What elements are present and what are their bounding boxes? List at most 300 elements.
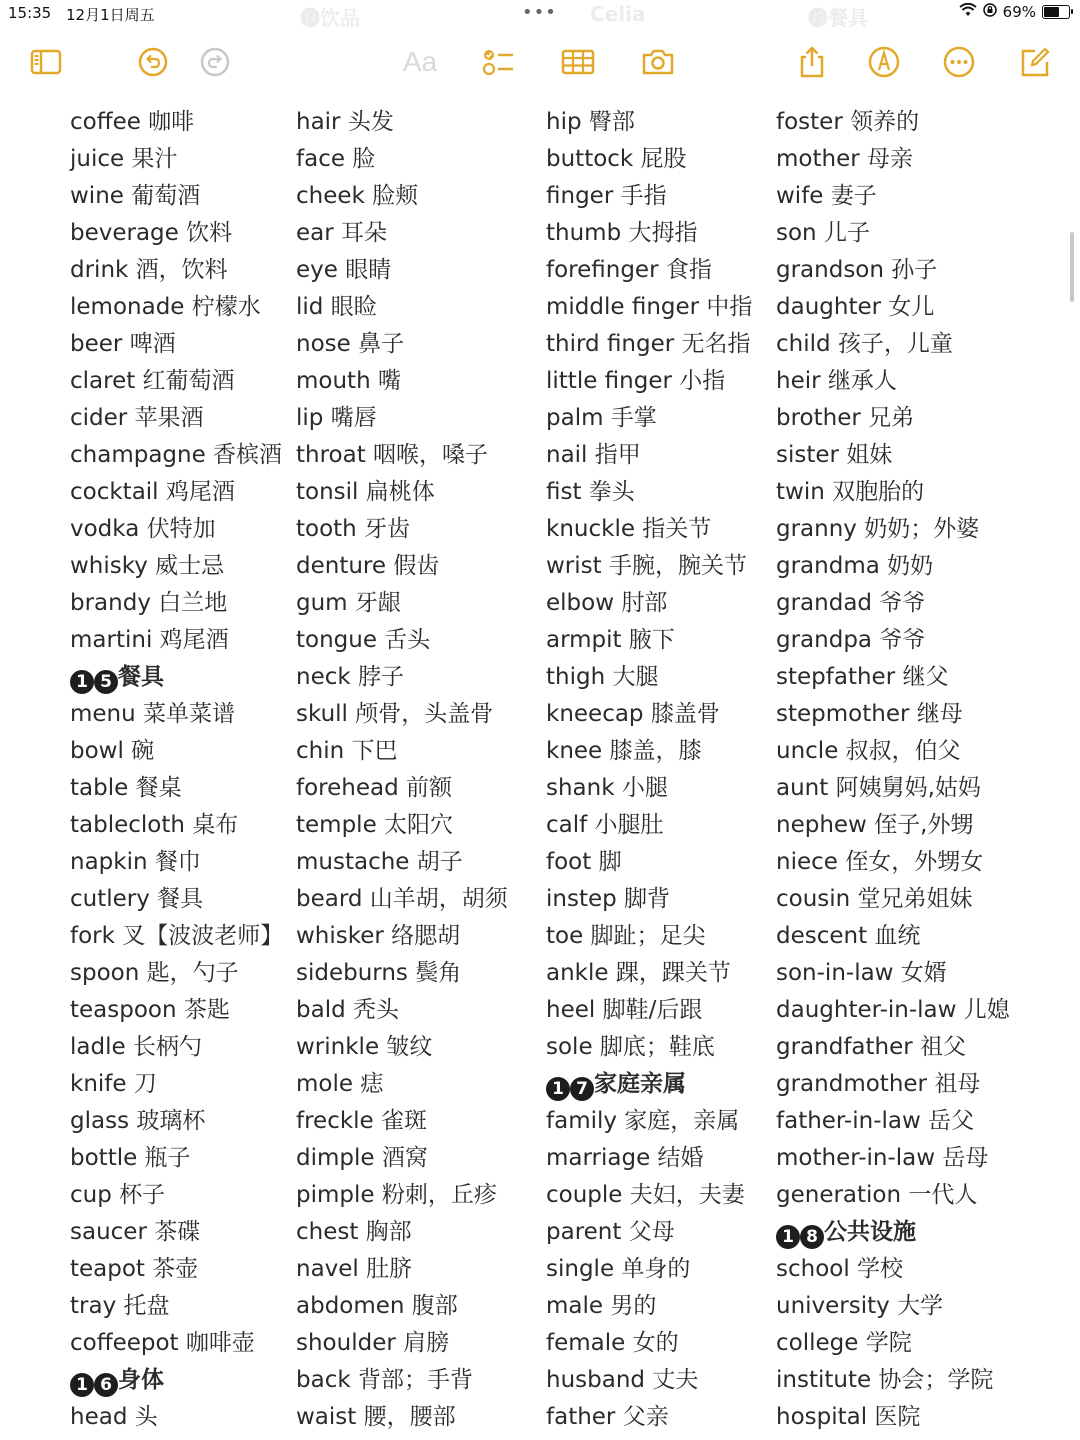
- vocab-item[interactable]: [296, 326, 546, 363]
- vocab-text: teaspoon 茶匙: [70, 997, 230, 1023]
- vocab-text: twin 双胞胎的: [776, 479, 925, 505]
- vocab-text: palm 手掌: [546, 405, 657, 431]
- vocab-text: son-in-law 女婿: [776, 960, 947, 986]
- checklist-icon[interactable]: [478, 42, 518, 82]
- section-number-badge: 1: [546, 1077, 570, 1101]
- vocab-text: elbow 肘部: [546, 590, 668, 616]
- vocab-item[interactable]: [296, 733, 546, 770]
- vocab-item[interactable]: [296, 1251, 546, 1288]
- vocab-item[interactable]: [546, 918, 796, 955]
- vocab-item[interactable]: [546, 1177, 796, 1214]
- vocab-item[interactable]: [296, 622, 546, 659]
- vocab-item[interactable]: [296, 1362, 546, 1399]
- vocab-item[interactable]: [70, 437, 320, 474]
- vocab-text: lip 嘴唇: [296, 405, 377, 431]
- status-bar: [0, 0, 1080, 26]
- vocab-text: grandfather 祖父: [776, 1034, 967, 1060]
- vocab-item[interactable]: [776, 1325, 1026, 1362]
- vocab-item[interactable]: [776, 363, 1026, 400]
- vocab-text: cutlery 餐具: [70, 886, 204, 912]
- vocab-text: stepmother 继母: [776, 701, 963, 727]
- vocab-item[interactable]: [546, 1029, 796, 1066]
- section-heading[interactable]: [70, 659, 320, 696]
- vocab-item[interactable]: [776, 1103, 1026, 1140]
- vocab-item[interactable]: [776, 881, 1026, 918]
- vocab-item[interactable]: [296, 659, 546, 696]
- vocab-text: grandson 孙子: [776, 257, 938, 283]
- vocab-text: shank 小腿: [546, 775, 668, 801]
- ghost-title-2: Celia: [590, 2, 646, 26]
- vocab-text: nail 指甲: [546, 442, 641, 468]
- vocab-item[interactable]: [546, 844, 796, 881]
- notes-toolbar: [0, 30, 1080, 90]
- vocab-item[interactable]: [70, 474, 320, 511]
- vocab-item[interactable]: [776, 585, 1026, 622]
- vocab-item[interactable]: [546, 1325, 796, 1362]
- vocab-item[interactable]: [776, 400, 1026, 437]
- vocab-text: beverage 饮料: [70, 220, 233, 246]
- section-number-badge: 6: [94, 1373, 118, 1397]
- vocab-text: waist 腰，腰部: [296, 1404, 456, 1430]
- vocab-item[interactable]: [296, 770, 546, 807]
- vocab-item[interactable]: [776, 1029, 1026, 1066]
- vocab-text: menu 菜单菜谱: [70, 701, 236, 727]
- vocab-item[interactable]: [70, 918, 320, 955]
- wifi-icon: [959, 3, 977, 21]
- vocab-item[interactable]: [546, 511, 796, 548]
- status-right: [959, 3, 1070, 21]
- vocab-item[interactable]: [296, 807, 546, 844]
- vocab-item[interactable]: [546, 807, 796, 844]
- vocab-text: wife 妻子: [776, 183, 877, 209]
- vocab-item[interactable]: [296, 1029, 546, 1066]
- vocab-item[interactable]: [776, 770, 1026, 807]
- vocab-text: thumb 大拇指: [546, 220, 698, 246]
- vocab-item[interactable]: [70, 955, 320, 992]
- vocab-text: female 女的: [546, 1330, 679, 1356]
- vocab-item[interactable]: [70, 844, 320, 881]
- vocab-text: champagne 香槟酒: [70, 442, 283, 468]
- vocab-item[interactable]: [70, 1214, 320, 1251]
- vocab-text: back 背部；手背: [296, 1367, 473, 1393]
- vocab-text: grandad 爷爷: [776, 590, 926, 616]
- vocab-item[interactable]: [70, 1029, 320, 1066]
- vocab-text: single 单身的: [546, 1256, 691, 1282]
- vocab-text: child 孩子，儿童: [776, 331, 953, 357]
- vocab-item[interactable]: [776, 992, 1026, 1029]
- vocab-text: lemonade 柠檬水: [70, 294, 261, 320]
- vocab-item[interactable]: [296, 1177, 546, 1214]
- vocab-item[interactable]: [776, 733, 1026, 770]
- vocab-item[interactable]: [776, 326, 1026, 363]
- vocab-item[interactable]: [546, 548, 796, 585]
- vocab-text: uncle 叔叔，伯父: [776, 738, 961, 764]
- vocab-item[interactable]: [546, 178, 796, 215]
- vocab-text: calf 小腿肚: [546, 812, 664, 838]
- table-icon[interactable]: [558, 42, 598, 82]
- vocab-item[interactable]: [776, 1251, 1026, 1288]
- vocab-text: brandy 白兰地: [70, 590, 228, 616]
- vocab-item[interactable]: [776, 696, 1026, 733]
- vocab-text: cheek 脸颊: [296, 183, 419, 209]
- vocab-text: middle finger 中指: [546, 294, 753, 320]
- vocab-text: tray 托盘: [70, 1293, 170, 1319]
- vocab-item[interactable]: [296, 511, 546, 548]
- vocab-text: mouth 嘴: [296, 368, 401, 394]
- vocab-text: throat 咽喉，嗓子: [296, 442, 489, 468]
- vocab-item[interactable]: [776, 918, 1026, 955]
- vocab-item[interactable]: [70, 363, 320, 400]
- vocab-text: claret 红葡萄酒: [70, 368, 235, 394]
- vocab-item[interactable]: [296, 1325, 546, 1362]
- vocab-item[interactable]: [70, 511, 320, 548]
- vocab-item[interactable]: [296, 992, 546, 1029]
- vocab-item[interactable]: [70, 1288, 320, 1325]
- vocab-item[interactable]: [70, 733, 320, 770]
- vocab-text: granny 奶奶；外婆: [776, 516, 980, 542]
- undo-icon[interactable]: [133, 42, 173, 82]
- vocab-text: abdomen 腹部: [296, 1293, 458, 1319]
- vocab-text: grandma 奶奶: [776, 553, 934, 579]
- vocab-item[interactable]: [296, 141, 546, 178]
- vocab-item[interactable]: [776, 1177, 1026, 1214]
- vocab-text: mother-in-law 岳母: [776, 1145, 989, 1171]
- vocab-item[interactable]: [776, 178, 1026, 215]
- vocab-item[interactable]: [296, 104, 546, 141]
- vocab-item[interactable]: [296, 252, 546, 289]
- vocab-item[interactable]: [296, 1214, 546, 1251]
- vocab-item[interactable]: [546, 326, 796, 363]
- vocab-item[interactable]: [546, 289, 796, 326]
- section-title: 身体: [118, 1367, 164, 1393]
- section-number-badge: 5: [94, 670, 118, 694]
- vocab-item[interactable]: [70, 400, 320, 437]
- vocab-item[interactable]: [70, 215, 320, 252]
- vocab-item[interactable]: [296, 289, 546, 326]
- vocab-text: teapot 茶壶: [70, 1256, 199, 1282]
- vocab-text: family 家庭，亲属: [546, 1108, 740, 1134]
- vocab-text: couple 夫妇，夫妻: [546, 1182, 745, 1208]
- scrollbar[interactable]: [1070, 232, 1074, 302]
- vocab-text: university 大学: [776, 1293, 944, 1319]
- vocab-text: whisker 络腮胡: [296, 923, 461, 949]
- vocab-item[interactable]: [546, 696, 796, 733]
- vocab-item[interactable]: [776, 141, 1026, 178]
- vocab-item[interactable]: [296, 400, 546, 437]
- vocab-item[interactable]: [296, 548, 546, 585]
- vocab-item[interactable]: [296, 696, 546, 733]
- vocab-item[interactable]: [546, 1288, 796, 1325]
- vocab-item[interactable]: [70, 326, 320, 363]
- vocab-item[interactable]: [546, 1251, 796, 1288]
- battery-icon: [1042, 5, 1070, 19]
- vocab-text: denture 假齿: [296, 553, 440, 579]
- vocab-text: nose 鼻子: [296, 331, 405, 357]
- vocab-text: gum 牙龈: [296, 590, 401, 616]
- vocab-item[interactable]: [776, 437, 1026, 474]
- vocab-text: fork 叉【波波老师】: [70, 923, 284, 949]
- vocab-text: knee 膝盖，膝: [546, 738, 702, 764]
- vocab-text: stepfather 继父: [776, 664, 949, 690]
- vocab-text: ear 耳朵: [296, 220, 388, 246]
- vocab-item[interactable]: [546, 622, 796, 659]
- vocab-text: parent 父母: [546, 1219, 675, 1245]
- ghost-title-1: ⓮饮品: [300, 6, 360, 30]
- vocab-item[interactable]: [70, 289, 320, 326]
- vocab-text: sole 脚底；鞋底: [546, 1034, 715, 1060]
- vocab-item[interactable]: [546, 659, 796, 696]
- vocab-text: wine 葡萄酒: [70, 183, 201, 209]
- vocab-text: vodka 伏特加: [70, 516, 216, 542]
- vocab-item[interactable]: [776, 1362, 1026, 1399]
- vocab-item[interactable]: [70, 178, 320, 215]
- vocab-item[interactable]: [776, 1288, 1026, 1325]
- vocab-item[interactable]: [776, 215, 1026, 252]
- vocab-text: cousin 堂兄弟姐妹: [776, 886, 973, 912]
- vocab-item[interactable]: [296, 1288, 546, 1325]
- vocab-text: head 头: [70, 1404, 158, 1430]
- vocab-item[interactable]: [546, 437, 796, 474]
- vocab-item[interactable]: [296, 881, 546, 918]
- vocab-item[interactable]: [546, 400, 796, 437]
- vocab-text: forefinger 食指: [546, 257, 712, 283]
- text-format-icon[interactable]: Aa: [402, 46, 438, 77]
- vocab-item[interactable]: [546, 733, 796, 770]
- vocab-text: nephew 侄子,外甥: [776, 812, 974, 838]
- vocab-item[interactable]: [776, 289, 1026, 326]
- vocab-item[interactable]: [70, 770, 320, 807]
- vocab-text: cocktail 鸡尾酒: [70, 479, 235, 505]
- vocab-text: whisky 威士忌: [70, 553, 225, 579]
- vocab-text: knife 刀: [70, 1071, 157, 1097]
- vocab-text: hospital 医院: [776, 1404, 921, 1430]
- vocab-text: sideburns 鬓角: [296, 960, 462, 986]
- vocab-text: toe 脚趾；足尖: [546, 923, 706, 949]
- vocab-text: mother 母亲: [776, 146, 913, 172]
- vocab-item[interactable]: [70, 1066, 320, 1103]
- vocab-item[interactable]: [70, 1251, 320, 1288]
- vocab-text: temple 太阳穴: [296, 812, 454, 838]
- vocab-text: wrinkle 皱纹: [296, 1034, 433, 1060]
- vocab-text: father-in-law 岳父: [776, 1108, 975, 1134]
- vocab-item[interactable]: [546, 1399, 796, 1436]
- vocab-item[interactable]: [70, 807, 320, 844]
- camera-icon[interactable]: [638, 42, 678, 82]
- vocab-item[interactable]: [546, 585, 796, 622]
- note-column-2: [296, 104, 546, 1436]
- vocab-item[interactable]: [296, 918, 546, 955]
- vocab-item[interactable]: [70, 1177, 320, 1214]
- vocab-item[interactable]: [70, 1140, 320, 1177]
- vocab-item[interactable]: [776, 659, 1026, 696]
- vocab-item[interactable]: [70, 1399, 320, 1436]
- note-column-3: [546, 104, 796, 1436]
- vocab-item[interactable]: [776, 104, 1026, 141]
- vocab-text: heir 继承人: [776, 368, 897, 394]
- vocab-item[interactable]: [776, 955, 1026, 992]
- vocab-item[interactable]: [546, 1103, 796, 1140]
- vocab-text: tongue 舌头: [296, 627, 431, 653]
- vocab-item[interactable]: [776, 622, 1026, 659]
- vocab-text: pimple 粉刺，丘疹: [296, 1182, 497, 1208]
- vocab-item[interactable]: [776, 1399, 1026, 1436]
- vocab-item[interactable]: [546, 215, 796, 252]
- vocab-text: grandmother 祖母: [776, 1071, 981, 1097]
- vocab-text: spoon 匙，勺子: [70, 960, 239, 986]
- vocab-text: neck 脖子: [296, 664, 405, 690]
- vocab-item[interactable]: [70, 1325, 320, 1362]
- vocab-text: saucer 茶碟: [70, 1219, 201, 1245]
- vocab-item[interactable]: [296, 437, 546, 474]
- vocab-item[interactable]: [776, 1066, 1026, 1103]
- vocab-text: ladle 长柄勺: [70, 1034, 202, 1060]
- note-column-4: [776, 104, 1026, 1436]
- vocab-text: tonsil 扁桃体: [296, 479, 435, 505]
- vocab-item[interactable]: [296, 585, 546, 622]
- vocab-text: eye 眼睛: [296, 257, 392, 283]
- vocab-item[interactable]: [546, 1214, 796, 1251]
- vocab-text: face 脸: [296, 146, 376, 172]
- section-number-badge: 1: [776, 1225, 800, 1249]
- vocab-text: beard 山羊胡，胡须: [296, 886, 508, 912]
- markup-icon[interactable]: [864, 42, 904, 82]
- vocab-item[interactable]: [70, 548, 320, 585]
- vocab-text: bald 秃头: [296, 997, 399, 1023]
- vocab-text: daughter 女儿: [776, 294, 935, 320]
- sidebar-icon[interactable]: [26, 42, 66, 82]
- section-heading[interactable]: [776, 1214, 1026, 1251]
- section-title: 家庭亲属: [594, 1071, 686, 1097]
- vocab-text: juice 果汁: [70, 146, 178, 172]
- vocab-text: heel 脚鞋/后跟: [546, 997, 703, 1023]
- vocab-item[interactable]: [546, 141, 796, 178]
- vocab-text: niece 侄女，外甥女: [776, 849, 984, 875]
- vocab-item[interactable]: [776, 844, 1026, 881]
- vocab-item[interactable]: [296, 844, 546, 881]
- vocab-item[interactable]: [546, 252, 796, 289]
- vocab-item[interactable]: [70, 585, 320, 622]
- vocab-item[interactable]: [296, 1103, 546, 1140]
- vocab-item[interactable]: [546, 770, 796, 807]
- vocab-text: table 餐桌: [70, 775, 182, 801]
- vocab-text: father 父亲: [546, 1404, 669, 1430]
- share-icon[interactable]: [792, 42, 832, 82]
- vocab-text: husband 丈夫: [546, 1367, 699, 1393]
- vocab-item[interactable]: [296, 1399, 546, 1436]
- vocab-text: school 学校: [776, 1256, 904, 1282]
- status-date: 12月1日周五: [66, 6, 155, 24]
- vocab-item[interactable]: [546, 104, 796, 141]
- vocab-item[interactable]: [70, 992, 320, 1029]
- vocab-text: coffeepot 咖啡壶: [70, 1330, 255, 1356]
- vocab-item[interactable]: [296, 178, 546, 215]
- vocab-item[interactable]: [296, 955, 546, 992]
- vocab-text: shoulder 肩膀: [296, 1330, 450, 1356]
- vocab-item[interactable]: [776, 252, 1026, 289]
- vocab-item[interactable]: [296, 1140, 546, 1177]
- vocab-text: tablecloth 桌布: [70, 812, 239, 838]
- vocab-text: wrist 手腕，腕关节: [546, 553, 747, 579]
- vocab-text: aunt 阿姨舅妈,姑妈: [776, 775, 981, 801]
- vocab-item[interactable]: [296, 215, 546, 252]
- vocab-text: hair 头发: [296, 109, 394, 135]
- redo-icon[interactable]: [195, 42, 235, 82]
- vocab-item[interactable]: [296, 474, 546, 511]
- vocab-item[interactable]: [70, 104, 320, 141]
- vocab-item[interactable]: [70, 141, 320, 178]
- vocab-text: foster 领养的: [776, 109, 920, 135]
- vocab-item[interactable]: [546, 363, 796, 400]
- vocab-text: finger 手指: [546, 183, 667, 209]
- vocab-item[interactable]: [70, 881, 320, 918]
- section-number-badge: 8: [800, 1225, 824, 1249]
- vocab-text: forehead 前额: [296, 775, 453, 801]
- vocab-item[interactable]: [546, 992, 796, 1029]
- section-title: 公共设施: [824, 1219, 916, 1245]
- vocab-text: freckle 雀斑: [296, 1108, 428, 1134]
- compose-icon[interactable]: [1015, 42, 1055, 82]
- vocab-item[interactable]: [546, 1362, 796, 1399]
- vocab-item[interactable]: [776, 807, 1026, 844]
- vocab-item[interactable]: [546, 955, 796, 992]
- vocab-text: kneecap 膝盖骨: [546, 701, 720, 727]
- vocab-item[interactable]: [546, 1140, 796, 1177]
- vocab-text: instep 脚背: [546, 886, 671, 912]
- vocab-item[interactable]: [70, 622, 320, 659]
- vocab-text: third finger 无名指: [546, 331, 751, 357]
- vocab-text: buttock 屁股: [546, 146, 687, 172]
- section-number-badge: 7: [570, 1077, 594, 1101]
- vocab-text: ankle 踝，踝关节: [546, 960, 731, 986]
- more-icon[interactable]: [939, 42, 979, 82]
- note-column-1: [70, 104, 320, 1436]
- vocab-item[interactable]: [776, 548, 1026, 585]
- vocab-item[interactable]: [70, 252, 320, 289]
- vocab-text: bottle 瓶子: [70, 1145, 191, 1171]
- vocab-item[interactable]: [546, 881, 796, 918]
- ghost-title-3: ⓯餐具: [808, 6, 868, 30]
- vocab-text: sister 姐妹: [776, 442, 893, 468]
- vocab-text: foot 脚: [546, 849, 622, 875]
- vocab-text: glass 玻璃杯: [70, 1108, 206, 1134]
- orientation-lock-icon: [983, 3, 997, 21]
- vocab-item[interactable]: [296, 1066, 546, 1103]
- vocab-item[interactable]: [776, 1140, 1026, 1177]
- vocab-item[interactable]: [546, 474, 796, 511]
- vocab-item[interactable]: [776, 474, 1026, 511]
- vocab-text: son 儿子: [776, 220, 870, 246]
- vocab-text: marriage 结婚: [546, 1145, 704, 1171]
- section-number-badge: 1: [70, 670, 94, 694]
- vocab-item[interactable]: [296, 363, 546, 400]
- vocab-text: hip 臀部: [546, 109, 635, 135]
- section-title: 餐具: [118, 664, 164, 690]
- vocab-text: cup 杯子: [70, 1182, 166, 1208]
- vocab-text: martini 鸡尾酒: [70, 627, 229, 653]
- section-heading[interactable]: [546, 1066, 796, 1103]
- vocab-text: brother 兄弟: [776, 405, 915, 431]
- vocab-item[interactable]: [70, 1103, 320, 1140]
- vocab-text: thigh 大腿: [546, 664, 659, 690]
- vocab-text: college 学院: [776, 1330, 912, 1356]
- vocab-text: generation 一代人: [776, 1182, 978, 1208]
- vocab-item[interactable]: [70, 696, 320, 733]
- battery-level: [1044, 7, 1059, 17]
- section-heading[interactable]: [70, 1362, 320, 1399]
- vocab-item[interactable]: [776, 511, 1026, 548]
- multitasking-dots-icon[interactable]: •••: [522, 2, 557, 23]
- vocab-text: mustache 胡子: [296, 849, 463, 875]
